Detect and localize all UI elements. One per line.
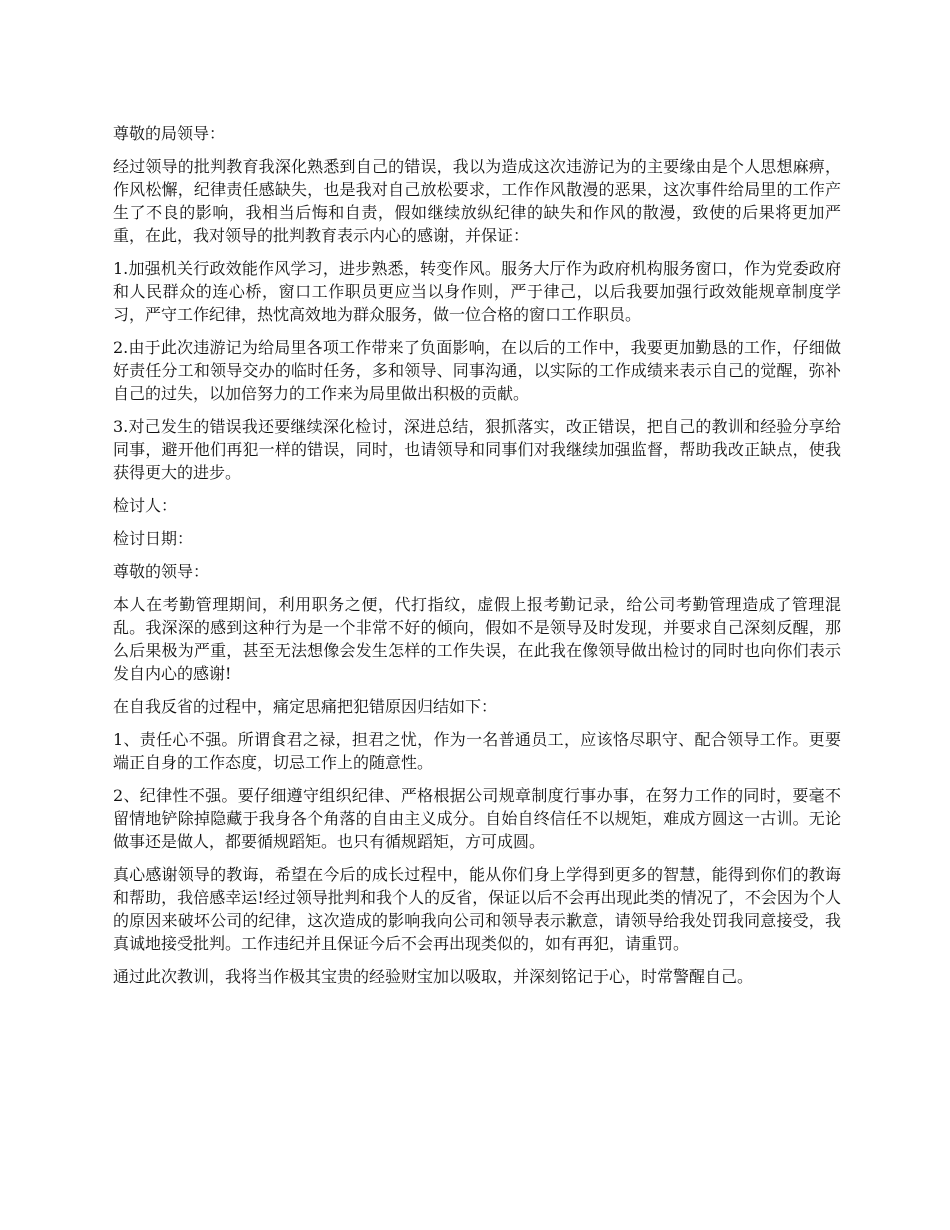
date-label: 检讨日期： <box>113 529 194 548</box>
reason-item-2: 2、纪律性不强。要仔细遵守组织纪律、严格根据公司规章制度行事办事，在努力工作的同时，要毫不留情地铲除掉隐藏于我身各个角落的自由主义成分。自始自终信任不以规矩，难成方圆这一古训。无论做事还是做人，都要循规蹈矩。也只有循规蹈矩，方可成圆。 <box>113 786 841 851</box>
reflection-intro: 在自我反省的过程中，痛定思痛把犯错原因归结如下： <box>113 697 498 716</box>
body-paragraph: 真心感谢领导的教诲，希望在今后的成长过程中，能从你们身上学得到更多的智慧，能得到你们的教诲和帮助，我倍感幸运!经过领导批判和我个人的反省，保证以后不会再出现此类的情况了，不会因为个人的原因来破坏公司的纪律，这次造成的影响我向公司和领导表示歉意，请领导给我处罚我同意接受，我真诚地接受批判。工作违纪并且保证今后不会再出现类似的，如有再犯，请重罚。 <box>113 865 841 953</box>
closing-paragraph: 通过此次教训，我将当作极其宝贵的经验财宝加以吸取，并深刻铭记于心，时常警醒自己。 <box>113 967 754 986</box>
salutation-2: 尊敬的领导： <box>113 562 210 581</box>
body-paragraph: 经过领导的批判教育我深化熟悉到自己的错误，我以为造成这次违游记为的主要缘由是个人思想麻痹，作风松懈，纪律责任感缺失，也是我对自己放松要求，工作作风散漫的恶果，这次事件给局里的工作产生了不良的影响，我相当后悔和自责，假如继续放纵纪律的缺失和作风的散漫，致使的后果将更加严重，在此，我对领导的批判教育表示内心的感谢，并保证： <box>113 157 841 245</box>
reason-item-1: 1、责任心不强。所谓食君之禄，担君之忧，作为一名普通员工，应该恪尽职守、配合领导工作。更要端正自身的工作态度，切忌工作上的随意性。 <box>113 730 841 772</box>
salutation-1: 尊敬的局领导： <box>113 124 226 143</box>
document-page <box>113 122 841 998</box>
body-paragraph: 本人在考勤管理期间，利用职务之便，代打指纹，虚假上报考勤记录，给公司考勤管理造成了管理混乱。我深深的感到这种行为是一个非常不好的倾向，假如不是领导及时发现，并要求自己深刻反醒，那么后果极为严重，甚至无法想像会发生怎样的工作失误，在此我在像领导做出检讨的同时也向你们表示发自内心的感谢! <box>113 595 841 683</box>
pledge-item-2: 2.由于此次违游记为给局里各项工作带来了负面影响，在以后的工作中，我要更加勤恳的工作，仔细做好责任分工和领导交办的临时任务，多和领导、同事沟通，以实际的工作成绩来表示自己的觉醒，弥补自己的过失，以加倍努力的工作来为局里做出积极的贡献。 <box>113 338 841 403</box>
pledge-item-3: 3.对己发生的错误我还要继续深化检讨，深进总结，狠抓落实，改正错误，把自己的教训和经验分享给同事，避开他们再犯一样的错误，同时，也请领导和同事们对我继续加强监督，帮助我改正缺点，使我获得更大的进步。 <box>113 417 841 482</box>
signer-label: 检讨人： <box>113 496 178 515</box>
pledge-item-1: 1.加强机关行政效能作风学习，进步熟悉，转变作风。服务大厅作为政府机构服务窗口，作为党委政府和人民群众的连心桥，窗口工作职员更应当以身作则，严于律己，以后我要加强行政效能规章制度学习，严守工作纪律，热忱高效地为群众服务，做一位合格的窗口工作职员。 <box>113 259 841 324</box>
